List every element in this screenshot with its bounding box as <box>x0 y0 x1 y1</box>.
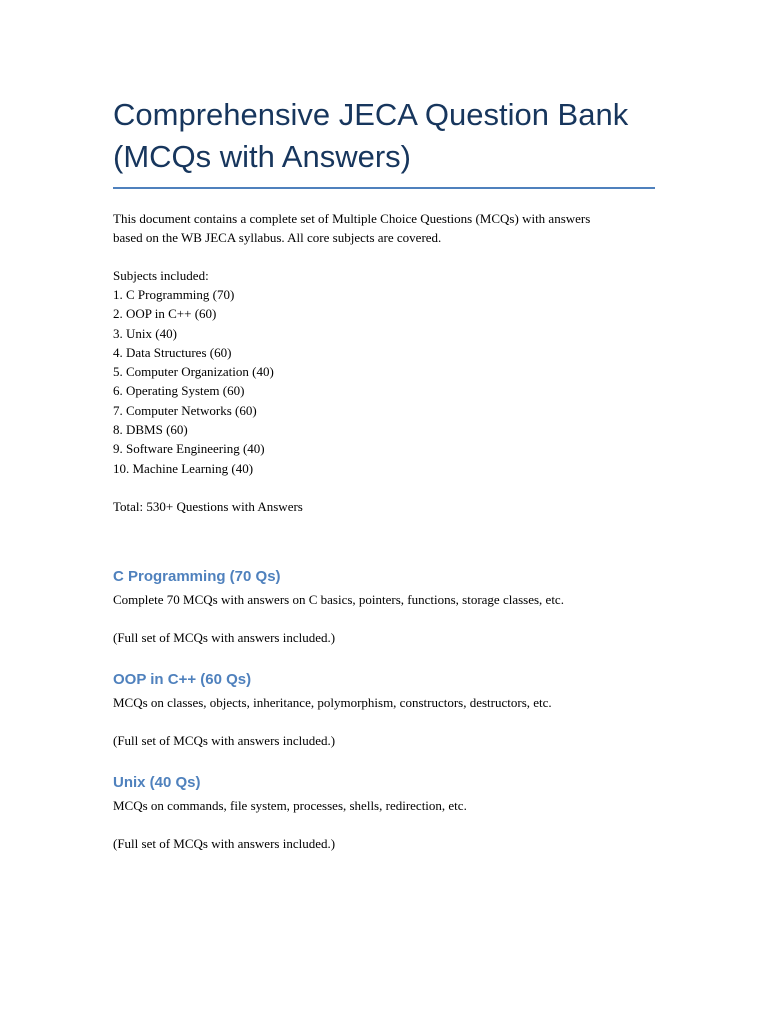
document-title-line-2: (MCQs with Answers) <box>113 139 411 174</box>
section-note-unix: (Full set of MCQs with answers included.) <box>113 835 336 851</box>
intro-line-1: This document contains a complete set of Multiple Choice Questions (MCQs) with answers <box>113 211 591 226</box>
blank-line <box>113 247 655 266</box>
list-item: 9. Software Engineering (40) <box>113 441 265 457</box>
intro-paragraph <box>113 209 655 247</box>
blank-line <box>113 815 655 834</box>
list-item: 4. Data Structures (60) <box>113 344 232 360</box>
list-item: 6. Operating System (60) <box>113 383 245 399</box>
blank-line <box>113 712 655 731</box>
total-questions: Total: 530+ Questions with Answers <box>113 498 303 514</box>
list-item: 3. Unix (40) <box>113 325 177 341</box>
section-description-unix: MCQs on commands, file system, processes, shells, redirection, etc. <box>113 797 467 813</box>
section-heading-unix: Unix (40 Qs) <box>113 773 201 791</box>
section-description-c-programming: Complete 70 MCQs with answers on C basics, pointers, functions, storage classes, etc. <box>113 591 564 607</box>
section-heading-c-programming: C Programming (70 Qs) <box>113 567 281 585</box>
list-item: 10. Machine Learning (40) <box>113 460 254 476</box>
section-heading-oop-cpp: OOP in C++ (60 Qs) <box>113 670 252 688</box>
blank-line <box>113 609 655 628</box>
list-item: 1. C Programming (70) <box>113 287 235 302</box>
subjects-heading: Subjects included: <box>113 268 209 283</box>
subjects-list <box>113 285 655 478</box>
document-title-line-1: Comprehensive JECA Question Bank <box>113 97 629 132</box>
blank-line <box>113 478 655 497</box>
list-item: 2. OOP in C++ (60) <box>113 306 217 322</box>
list-item: 8. DBMS (60) <box>113 422 188 438</box>
list-item: 7. Computer Networks (60) <box>113 402 257 418</box>
list-item: 5. Computer Organization (40) <box>113 364 274 380</box>
intro-line-2: based on the WB JECA syllabus. All core subjects are covered. <box>113 230 442 245</box>
section-description-oop-cpp: MCQs on classes, objects, inheritance, polymorphism, constructors, destructors, etc. <box>113 694 552 710</box>
document-title <box>113 94 655 189</box>
document-page <box>113 94 655 853</box>
section-note-c-programming: (Full set of MCQs with answers included.) <box>113 629 336 645</box>
section-note-oop-cpp: (Full set of MCQs with answers included.) <box>113 732 336 748</box>
